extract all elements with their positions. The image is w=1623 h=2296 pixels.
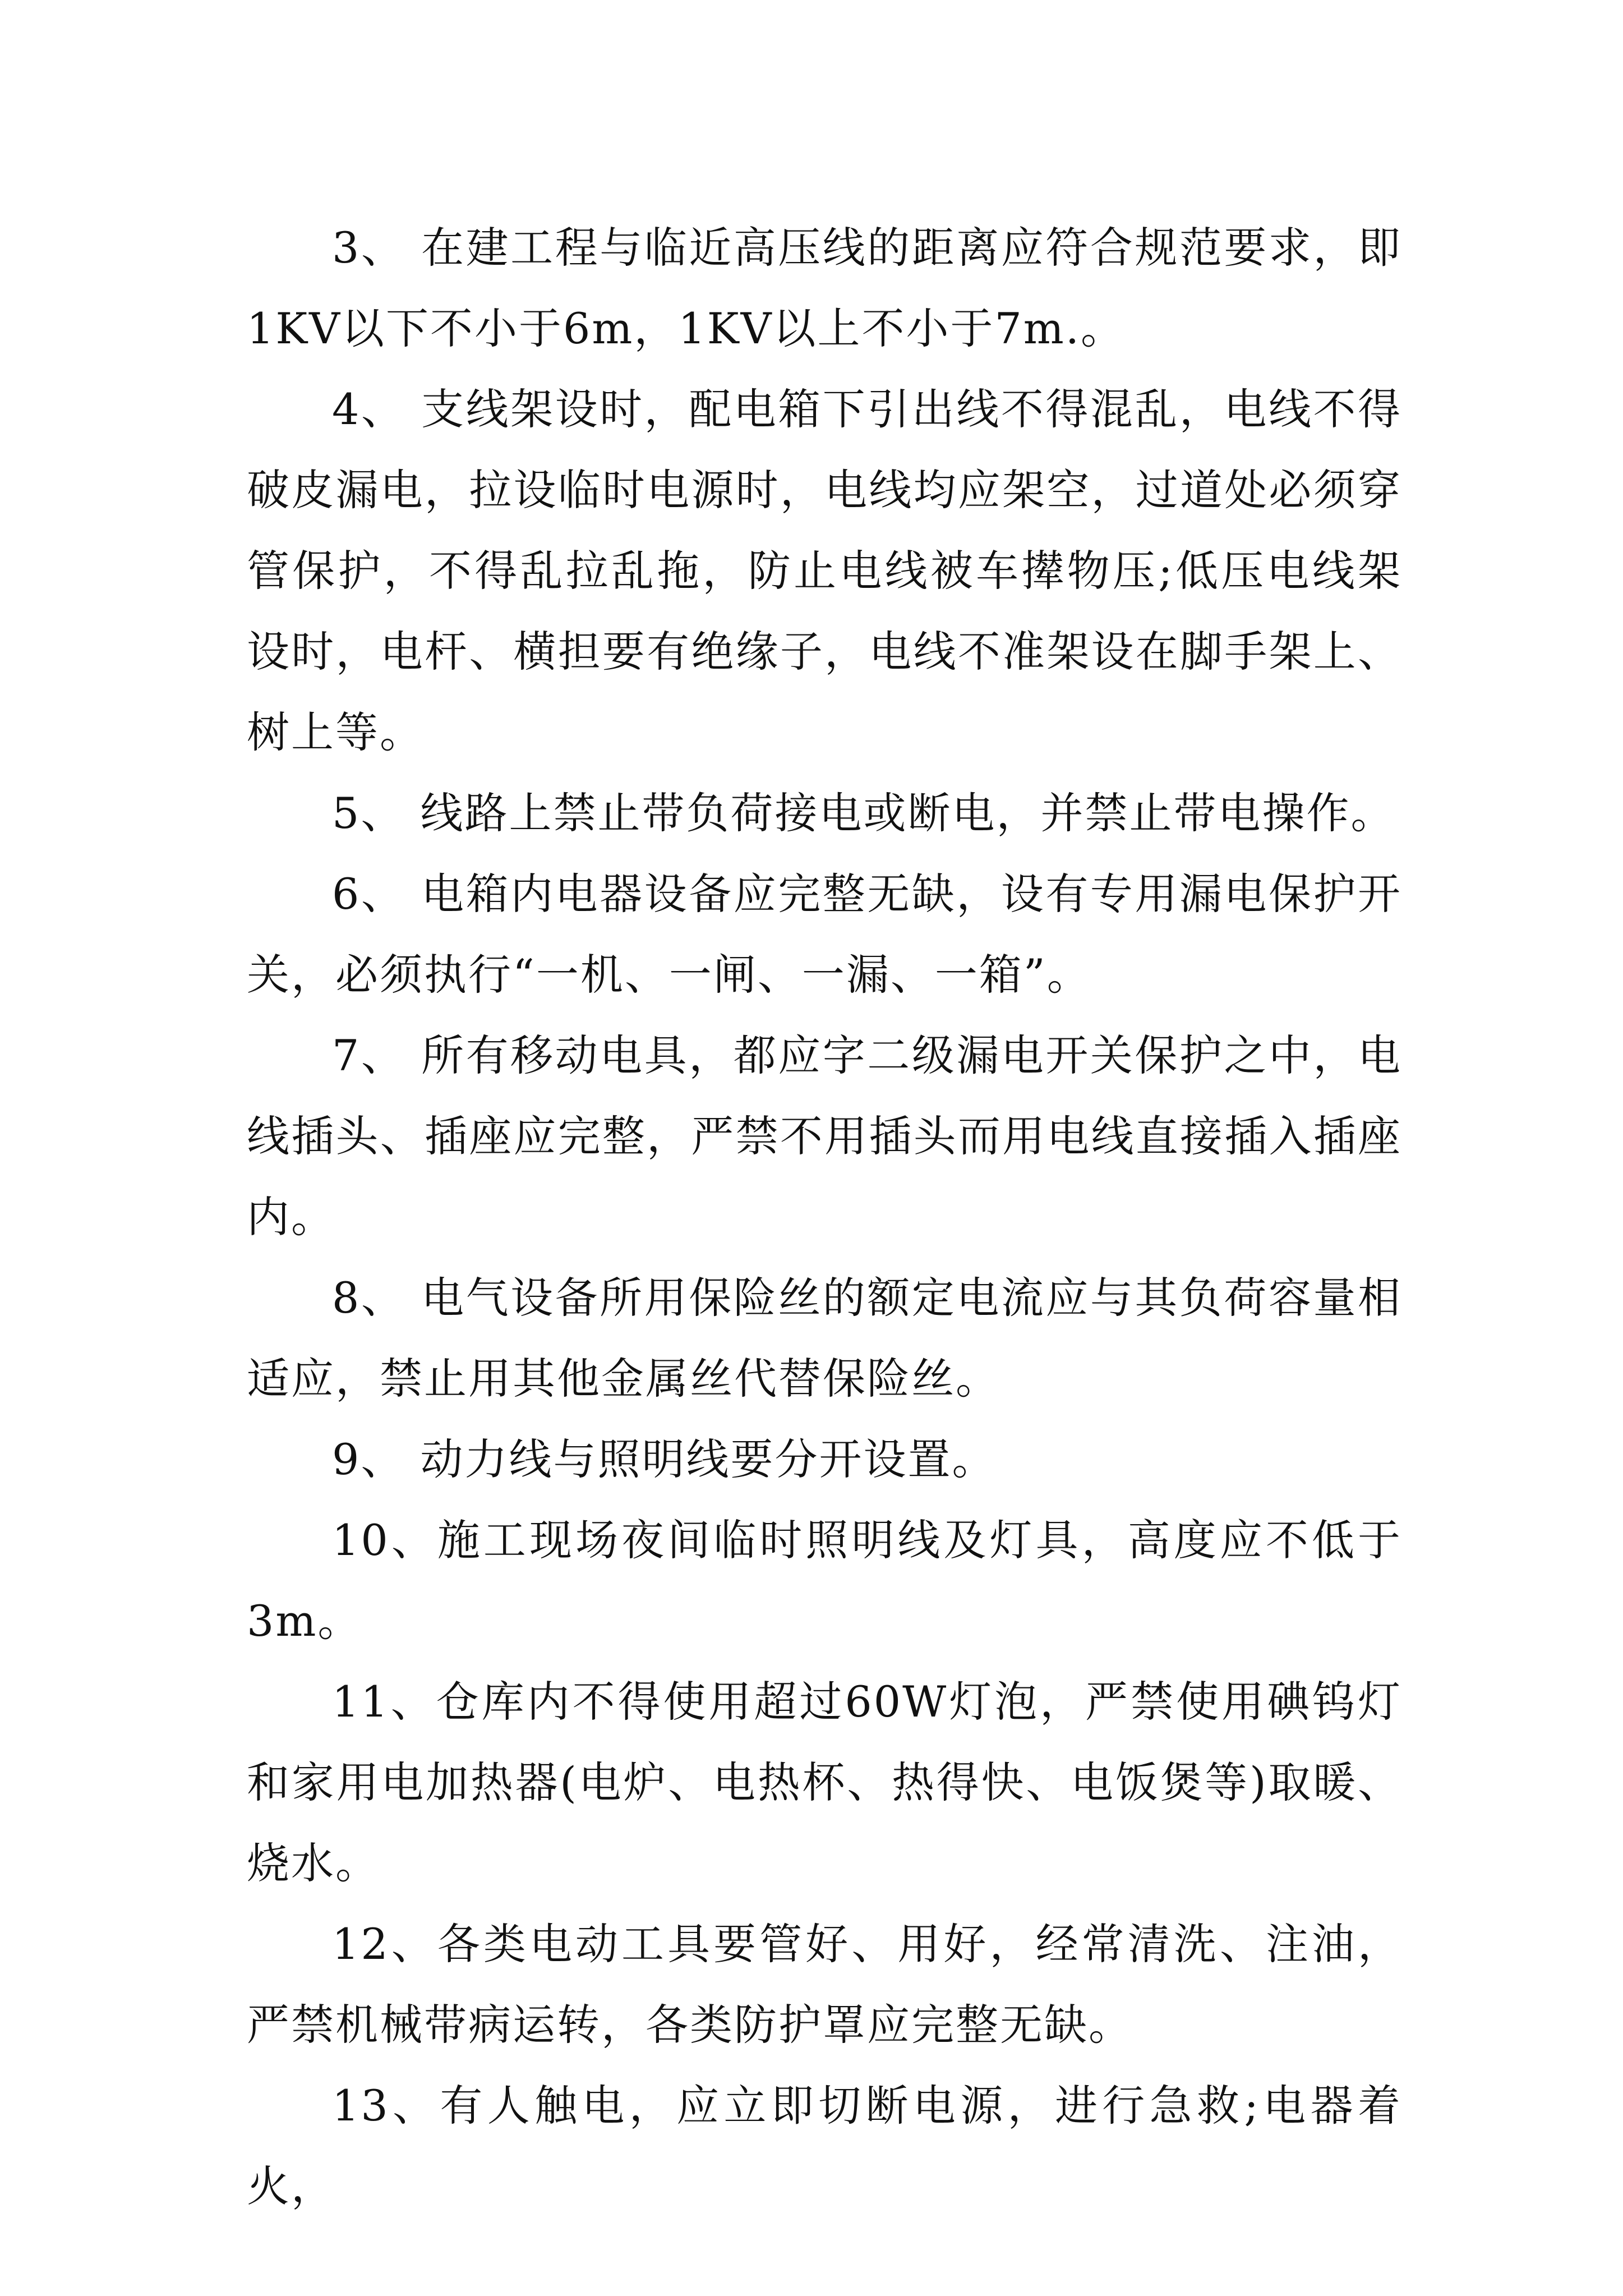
paragraph-item-10: 10、施工现场夜间临时照明线及灯具，高度应不低于3m。 xyxy=(247,1515,1402,1646)
paragraph-item-3: 3、 在建工程与临近高压线的距离应符合规范要求，即1KV以下不小于6m，1KV以上不小于7m.。 xyxy=(247,223,1402,353)
paragraph-item-5: 5、 线路上禁止带负荷接电或断电，并禁止带电操作。 xyxy=(332,788,1395,838)
paragraph-item-12: 12、各类电动工具要管好、用好，经常清洗、注油，严禁机械带病运转，各类防护罩应完整无缺。 xyxy=(247,1919,1402,2050)
paragraph-item-7: 7、 所有移动电具，都应字二级漏电开关保护之中，电线插头、插座应完整，严禁不用插头而用电线直接插入插座内。 xyxy=(247,1030,1402,1242)
paragraph-item-6: 6、 电箱内电器设备应完整无缺，设有专用漏电保护开关，必须执行“一机、一闸、一漏、一箱”。 xyxy=(247,869,1402,1000)
paragraph-item-8: 8、 电气设备所用保险丝的额定电流应与其负荷容量相适应，禁止用其他金属丝代替保险丝。 xyxy=(247,1273,1402,1404)
paragraph-item-4: 4、 支线架设时，配电箱下引出线不得混乱，电线不得破皮漏电，拉设临时电源时，电线均应架空，过道处必须穿管保护，不得乱拉乱拖，防止电线被车撵物压;低压电线架设时，电杆、横担要有绝缘子，电线不准架设在脚手架上、树上等。 xyxy=(247,384,1402,757)
paragraph-item-9: 9、 动力线与照明线要分开设置。 xyxy=(332,1434,997,1484)
document-body xyxy=(247,208,1402,2227)
paragraph-item-13: 13、有人触电，应立即切断电源，进行急救;电器着火， xyxy=(247,2081,1402,2211)
paragraph-item-11: 11、仓库内不得使用超过60W灯泡，严禁使用碘钨灯和家用电加热器(电炉、电热杯、热得快、电饭煲等)取暖、烧水。 xyxy=(247,1677,1402,1888)
